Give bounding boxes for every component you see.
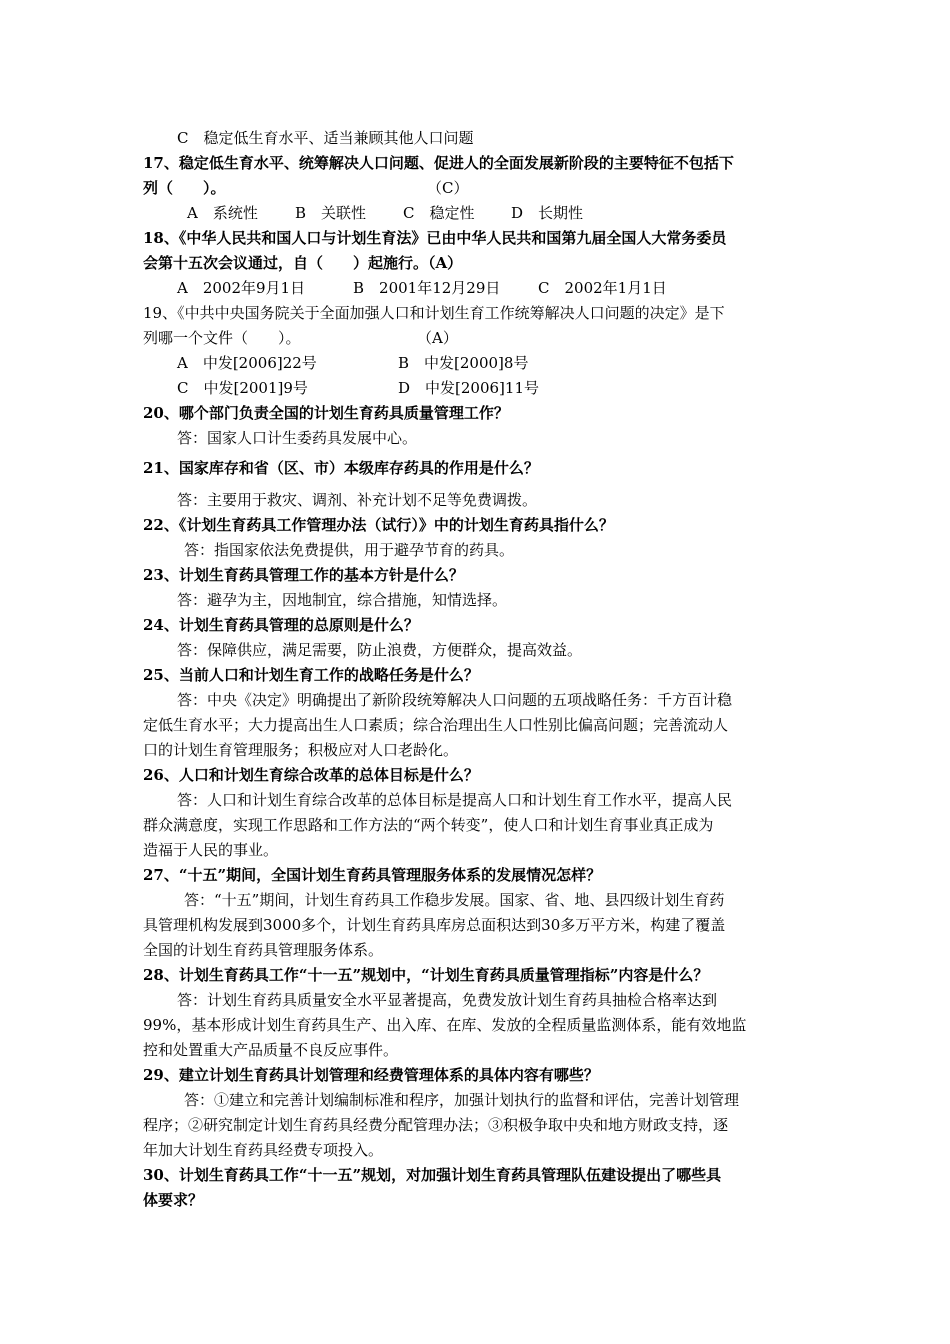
answer-28-cont: 控和处置重大产品质量不良反应事件。 [143,1041,399,1059]
question-20: 20、哪个部门负责全国的计划生育药具质量管理工作？ [143,404,509,422]
question-28: 28、计划生育药具工作“十一五”规划中，“计划生育药具质量管理指标”内容是什么？ [143,966,709,984]
option-c: C 2002年1月1日 [538,279,667,297]
question-25: 25、当前人口和计划生育工作的战略任务是什么？ [143,666,479,684]
option-d: D 长期性 [511,204,584,222]
answer-29: 答：①建立和完善计划编制标准和程序，加强计划执行的监督和评估，完善计划管理 [184,1091,740,1109]
option-a: A 2002年9月1日 [177,279,306,297]
option-d: D 中发[2006]11号 [398,379,539,397]
answer-25-cont: 定低生育水平；大力提高出生人口素质；综合治理出生人口性别比偏高问题；完善流动人 [143,716,729,734]
option-c: C 稳定性 [403,204,475,222]
answer-key: （C） [427,179,469,197]
option-b: B 2001年12月29日 [353,279,501,297]
question-24: 24、计划生育药具管理的总原则是什么？ [143,616,419,634]
option-a: A 系统性 [187,204,258,222]
option-a: A 中发[2006]22号 [177,354,317,372]
question-26: 26、人口和计划生育综合改革的总体目标是什么？ [143,766,479,784]
answer-29-cont: 程序；②研究制定计划生育药具经费分配管理办法；③积极争取中央和地方财政支持，逐 [143,1116,729,1134]
question-18-cont: 会第十五次会议通过，自（ ）起施行。（A） [143,254,463,272]
answer-25-cont: 口的计划生育管理服务；积极应对人口老龄化。 [143,741,459,759]
question-30: 30、计划生育药具工作“十一五”规划，对加强计划生育药具管理队伍建设提出了哪些具 [143,1166,722,1184]
question-22: 22、《计划生育药具工作管理办法（试行）》中的计划生育药具指什么？ [143,516,614,534]
answer-26-cont: 造福于人民的事业。 [143,841,279,859]
question-17-cont: 列（ ）。 [143,179,226,197]
answer-23: 答：避孕为主，因地制宜，综合措施，知情选择。 [177,591,508,609]
question-17: 17、稳定低生育水平、统筹解决人口问题、促进人的全面发展新阶段的主要特征不包括下 [143,154,734,172]
answer-28: 答：计划生育药具质量安全水平显著提高，免费发放计划生育药具抽检合格率达到 [177,991,718,1009]
answer-22: 答：指国家依法免费提供，用于避孕节育的药具。 [184,541,515,559]
answer-21: 答：主要用于救灾、调剂、补充计划不足等免费调拨。 [177,491,538,509]
answer-26-cont: 群众满意度，实现工作思路和工作方法的“两个转变”，使人口和计划生育事业真正成为 [143,816,714,834]
question-23: 23、计划生育药具管理工作的基本方针是什么？ [143,566,464,584]
option-c: C 中发[2001]9号 [177,379,308,397]
answer-key: （A） [417,329,458,347]
question-29: 29、建立计划生育药具计划管理和经费管理体系的具体内容有哪些？ [143,1066,599,1084]
option-line: C 稳定低生育水平、适当兼顾其他人口问题 [177,129,474,147]
answer-27-cont: 具管理机构发展到3000多个，计划生育药具库房总面积达到30多万平方米，构建了覆盖 [143,916,726,934]
question-27: 27、“十五”期间，全国计划生育药具管理服务体系的发展情况怎样？ [143,866,602,884]
question-18: 18、《中华人民共和国人口与计划生育法》已由中华人民共和国第九届全国人大常务委员 [143,229,727,247]
question-30-cont: 体要求？ [143,1191,204,1209]
question-21: 21、国家库存和省（区、市）本级库存药具的作用是什么？ [143,459,539,477]
answer-29-cont: 年加大计划生育药具经费专项投入。 [143,1141,384,1159]
answer-24: 答：保障供应，满足需要，防止浪费，方便群众，提高效益。 [177,641,583,659]
option-b: B 关联性 [295,204,367,222]
answer-25: 答：中央《决定》明确提出了新阶段统筹解决人口问题的五项战略任务：千方百计稳 [177,691,733,709]
answer-27-cont: 全国的计划生育药具管理服务体系。 [143,941,384,959]
answer-20: 答：国家人口计生委药具发展中心。 [177,429,418,447]
answer-28-cont: 99%，基本形成计划生育药具生产、出入库、在库、发放的全程质量监测体系，能有效地监 [143,1016,747,1034]
answer-26: 答：人口和计划生育综合改革的总体目标是提高人口和计划生育工作水平，提高人民 [177,791,733,809]
question-19: 19、《中共中央国务院关于全面加强人口和计划生育工作统筹解决人口问题的决定》是下 [143,304,725,322]
answer-27: 答：“十五”期间，计划生育药具工作稳步发展。国家、省、地、县四级计划生育药 [184,891,725,909]
option-b: B 中发[2000]8号 [398,354,529,372]
question-19-cont: 列哪一个文件（ ）。 [143,329,301,347]
